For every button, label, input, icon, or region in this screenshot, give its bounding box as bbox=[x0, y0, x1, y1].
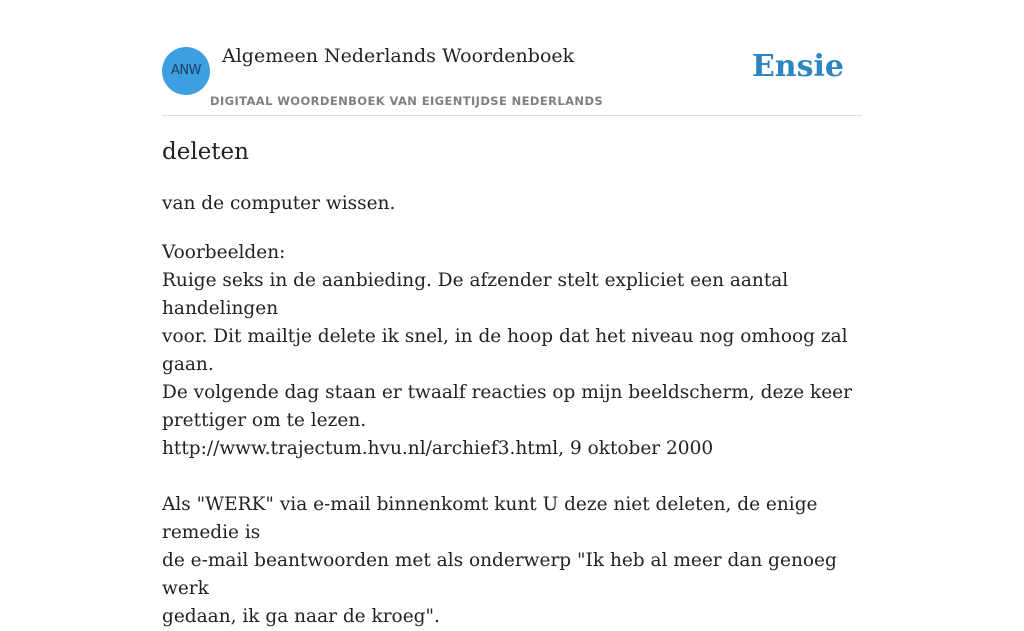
entry-headword: deleten bbox=[162, 139, 249, 165]
example-line: prettiger om te lezen. bbox=[162, 410, 367, 431]
example-line: Als "WERK" via e-mail binnenkomt kunt U deze niet deleten, de enige remedie is bbox=[162, 494, 818, 543]
examples-section bbox=[162, 239, 862, 631]
example-line: gedaan, ik ga naar de kroeg". bbox=[162, 606, 440, 627]
main-container bbox=[162, 0, 862, 627]
example-item bbox=[162, 491, 862, 631]
example-line: voor. Dit mailtje delete ik snel, in de hoop dat het niveau nog omhoog zal gaan. bbox=[162, 326, 848, 375]
example-spacer bbox=[162, 463, 862, 491]
example-line: Ruige seks in de aanbieding. De afzender stelt expliciet een aantal handelingen bbox=[162, 270, 789, 319]
site-header bbox=[162, 0, 862, 116]
site-title[interactable]: Algemeen Nederlands Woordenboek bbox=[222, 45, 575, 67]
site-subtitle: DIGITAAL WOORDENBOEK VAN EIGENTIJDSE NEDERLANDS bbox=[210, 94, 604, 108]
examples-label: Voorbeelden: bbox=[162, 242, 286, 263]
ensie-brand-link[interactable]: Ensie bbox=[751, 49, 844, 84]
entry-definition: van de computer wissen. bbox=[162, 193, 396, 214]
example-line: de e-mail beantwoorden met als onderwerp "Ik heb al meer dan genoeg werk bbox=[162, 550, 837, 599]
example-source: http://www.trajectum.hvu.nl/archief3.html, 9 oktober 2000 bbox=[162, 438, 714, 459]
anw-logo[interactable]: ANW bbox=[162, 47, 210, 95]
example-item bbox=[162, 267, 862, 463]
example-line: De volgende dag staan er twaalf reacties op mijn beeldscherm, deze keer bbox=[162, 382, 852, 403]
